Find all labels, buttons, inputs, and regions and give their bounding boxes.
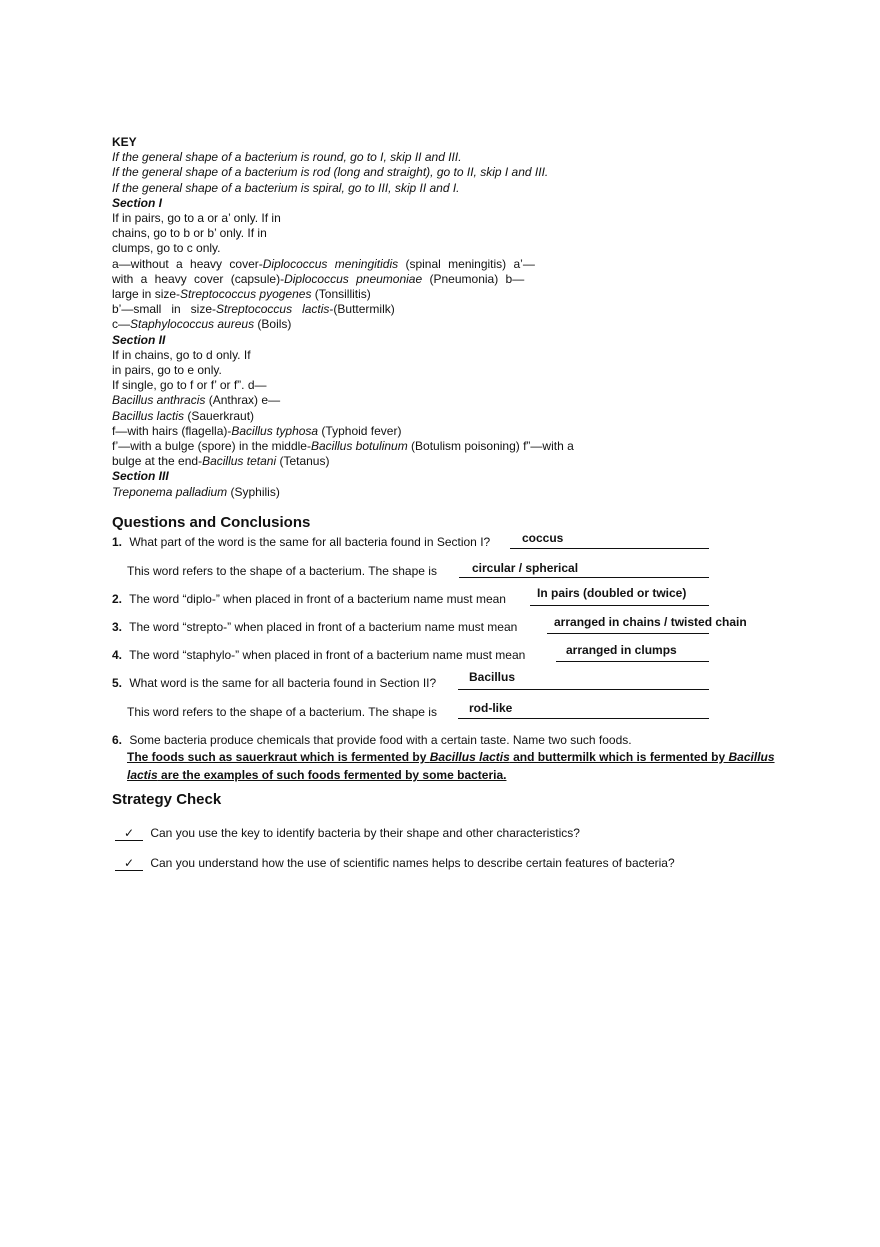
strategy-item-text: Can you understand how the use of scientific names helps to describe certain features of bacteria? bbox=[150, 856, 675, 870]
section-1-line: b’—small in size-Streptococcus lactis-(Buttermilk) bbox=[112, 302, 395, 317]
key-title: KEY bbox=[112, 135, 137, 149]
answer-5b-line bbox=[458, 718, 709, 719]
questions-heading: Questions and Conclusions bbox=[112, 514, 311, 531]
question-4: 4. The word “staphylo-” when placed in front of a bacterium name must mean bbox=[112, 648, 526, 662]
section-2-line: Bacillus anthracis (Anthrax) e— bbox=[112, 393, 281, 408]
answer-1-line bbox=[510, 548, 709, 549]
section-1-line: c—Staphylococcus aureus (Boils) bbox=[112, 317, 292, 332]
section-2-line: If single, go to f or f’ or f”. d— bbox=[112, 378, 267, 393]
section-2-line: f—with hairs (flagella)-Bacillus typhosa (Typhoid fever) bbox=[112, 423, 402, 438]
answer-3[interactable]: arranged in chains / twisted chain bbox=[554, 615, 747, 629]
strategy-item bbox=[115, 856, 675, 871]
answer-5-line bbox=[458, 689, 709, 690]
answer-1b[interactable]: circular / spherical bbox=[472, 561, 579, 575]
question-6-text: Some bacteria produce chemicals that provide food with a certain taste. Name two such foods. bbox=[129, 733, 632, 747]
section-1-line: large in size-Streptococcus pyogenes (Tonsillitis) bbox=[112, 287, 371, 302]
answer-2-line bbox=[530, 605, 709, 606]
answer-1[interactable]: coccus bbox=[522, 531, 564, 545]
question-4-text: The word “staphylo-” when placed in front of a bacterium name must mean bbox=[129, 648, 526, 662]
question-2-text: The word “diplo-” when placed in front of a bacterium name must mean bbox=[129, 592, 506, 606]
question-5-text: What word is the same for all bacteria found in Section II? bbox=[129, 676, 437, 690]
section-3-title: Section III bbox=[112, 469, 169, 484]
section-1-line: chains, go to b or b’ only. If in bbox=[112, 226, 267, 241]
section-2-line: in pairs, go to e only. bbox=[112, 363, 222, 378]
key-rule-rod: If the general shape of a bacterium is rod (long and straight), go to II, skip I and III. bbox=[112, 165, 549, 180]
section-2-line: If in chains, go to d only. If bbox=[112, 347, 251, 362]
section-2-title: Section II bbox=[112, 332, 166, 347]
answer-5[interactable]: Bacillus bbox=[469, 670, 516, 684]
section-1-line: clumps, go to c only. bbox=[112, 241, 221, 256]
section-2-line: bulge at the end-Bacillus tetani (Tetanus) bbox=[112, 454, 330, 469]
check-mark-icon[interactable]: ✓ bbox=[115, 826, 143, 841]
question-3-text: The word “strepto-” when placed in front of a bacterium name must mean bbox=[129, 620, 518, 634]
answer-3-line bbox=[547, 633, 709, 634]
key-section bbox=[112, 135, 612, 500]
section-1-line: a—without a heavy cover-Diplococcus meningitidis (spinal meningitis) a’— bbox=[112, 256, 535, 271]
section-3-line: Treponema palladium (Syphilis) bbox=[112, 484, 280, 499]
section-1-line: If in pairs, go to a or a’ only. If in bbox=[112, 211, 281, 226]
answer-4-line bbox=[556, 661, 709, 662]
question-1b-text: This word refers to the shape of a bacterium. The shape is bbox=[127, 564, 437, 578]
strategy-heading: Strategy Check bbox=[112, 791, 222, 808]
question-1-text: What part of the word is the same for all bacteria found in Section I? bbox=[129, 535, 491, 549]
key-rule-round: If the general shape of a bacterium is round, go to I, skip II and III. bbox=[112, 150, 462, 165]
question-2: 2. The word “diplo-” when placed in front of a bacterium name must mean bbox=[112, 592, 506, 606]
question-5b-text: This word refers to the shape of a bacterium. The shape is bbox=[127, 705, 437, 719]
answer-5b[interactable]: rod-like bbox=[469, 701, 513, 715]
answer-6[interactable]: The foods such as sauerkraut which is fermented by Bacillus lactis and buttermilk which is fermented by Bacillus lactis are the examples of such foods fermented by some bacteria. bbox=[127, 750, 775, 782]
section-1-title: Section I bbox=[112, 195, 163, 210]
section-2-line: Bacillus lactis (Sauerkraut) bbox=[112, 408, 255, 423]
question-1: 1. What part of the word is the same for all bacteria found in Section I? bbox=[112, 535, 491, 549]
question-3: 3. The word “strepto-” when placed in front of a bacterium name must mean bbox=[112, 620, 518, 634]
check-mark-icon[interactable]: ✓ bbox=[115, 856, 143, 871]
strategy-item bbox=[115, 826, 580, 841]
section-2-line: f’—with a bulge (spore) in the middle-Bacillus botulinum (Botulism poisoning) f”—with a bbox=[112, 439, 574, 454]
question-6: 6. Some bacteria produce chemicals that provide food with a certain taste. Name two such foods. bbox=[112, 733, 632, 747]
strategy-item-text: Can you use the key to identify bacteria by their shape and other characteristics? bbox=[150, 826, 580, 840]
answer-4[interactable]: arranged in clumps bbox=[566, 643, 677, 657]
key-rule-spiral: If the general shape of a bacterium is spiral, go to III, skip II and I. bbox=[112, 180, 460, 195]
section-1-line: with a heavy cover (capsule)-Diplococcus pneumoniae (Pneumonia) b— bbox=[112, 271, 525, 286]
question-5: 5. What word is the same for all bacteria found in Section II? bbox=[112, 676, 437, 690]
answer-1b-line bbox=[459, 577, 709, 578]
answer-2[interactable]: In pairs (doubled or twice) bbox=[537, 586, 687, 600]
